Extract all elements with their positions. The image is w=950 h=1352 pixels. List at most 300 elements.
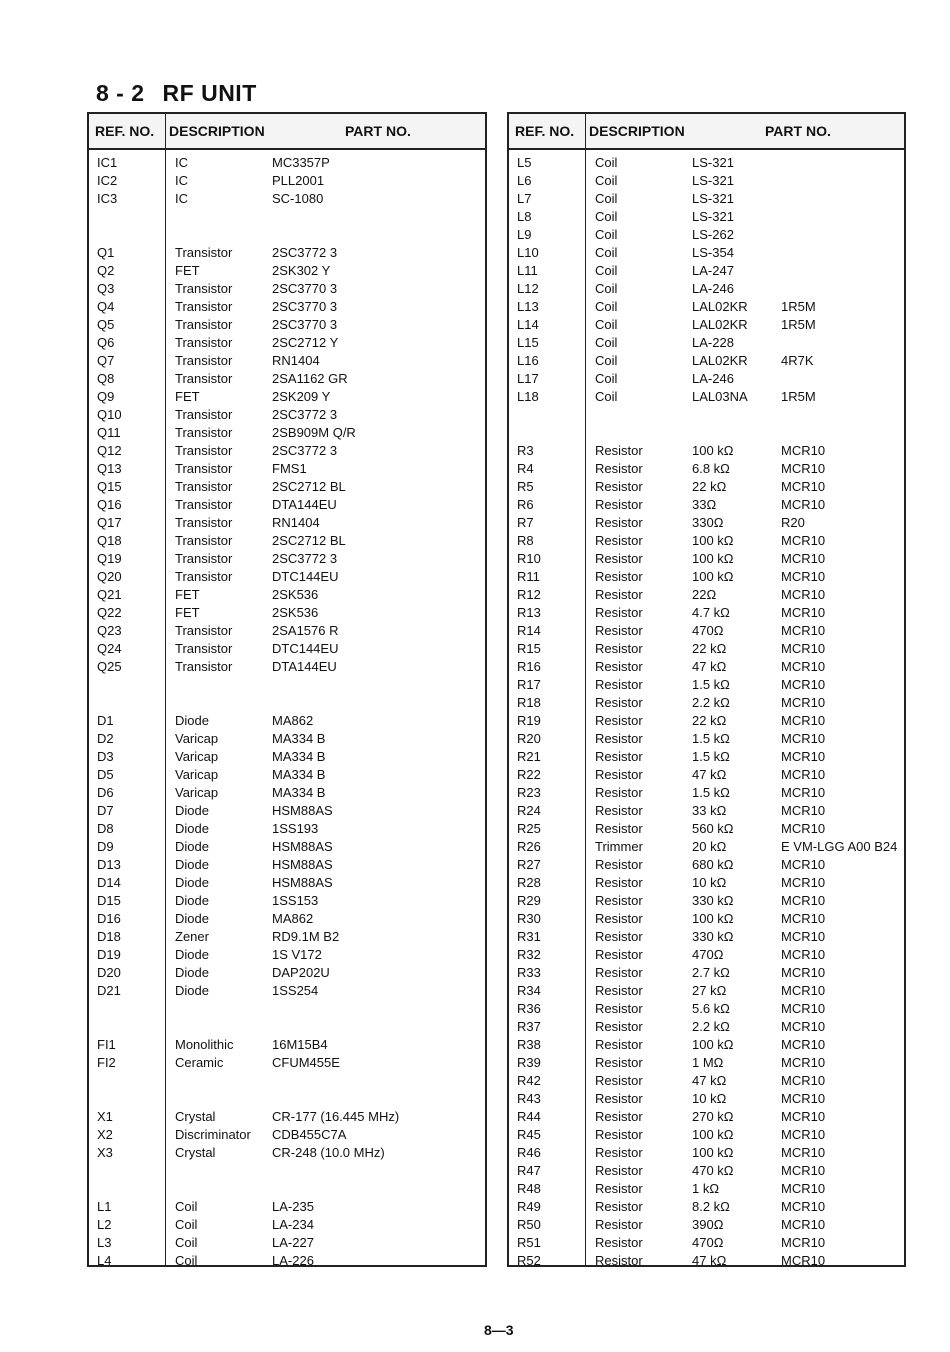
- ref-no-cell: D16: [97, 911, 121, 926]
- ref-no-cell: R50: [517, 1217, 541, 1232]
- part-no-cell: 20 kΩ: [692, 839, 727, 854]
- value-cell: MCR10: [781, 983, 826, 998]
- value-cell: MCR10: [781, 857, 826, 872]
- ref-no-cell: R29: [517, 893, 541, 908]
- ref-no-cell: D19: [97, 947, 121, 962]
- part-no-cell: 33Ω: [692, 497, 717, 512]
- part-no-cell: 270 kΩ: [692, 1109, 734, 1124]
- description-cell: Crystal: [175, 1145, 216, 1160]
- ref-no-cell: R48: [517, 1181, 541, 1196]
- part-no-cell: 470Ω: [692, 1235, 724, 1250]
- table-row: [509, 874, 904, 892]
- description-cell: Diode: [175, 713, 209, 728]
- header-description: DESCRIPTION: [169, 123, 265, 139]
- description-cell: Resistor: [595, 641, 643, 656]
- part-no-cell: MA862: [272, 713, 314, 728]
- table-row: [509, 1036, 904, 1054]
- table-row: [89, 460, 485, 478]
- description-cell: Transistor: [175, 407, 233, 422]
- part-no-cell: 470Ω: [692, 623, 724, 638]
- table-row: [89, 388, 485, 406]
- description-cell: Discriminator: [175, 1127, 251, 1142]
- table-row: [89, 1054, 485, 1072]
- table-row: [89, 190, 485, 208]
- part-no-cell: LA-247: [692, 263, 734, 278]
- value-cell: MCR10: [781, 443, 826, 458]
- parts-table-right: [507, 112, 906, 1267]
- part-no-cell: 2SC3772 3: [272, 245, 338, 260]
- part-no-cell: LA-246: [692, 281, 734, 296]
- table-row: [89, 604, 485, 622]
- table-row: [89, 982, 485, 1000]
- description-cell: Resistor: [595, 497, 643, 512]
- part-no-cell: LA-227: [272, 1235, 314, 1250]
- value-cell: MCR10: [781, 479, 826, 494]
- ref-no-cell: L7: [517, 191, 532, 206]
- part-no-cell: 390Ω: [692, 1217, 724, 1232]
- part-no-cell: 1.5 kΩ: [692, 677, 730, 692]
- value-cell: MCR10: [781, 1181, 826, 1196]
- ref-no-cell: L4: [97, 1253, 112, 1268]
- part-no-cell: CR-177 (16.445 MHz): [272, 1109, 400, 1124]
- description-cell: Coil: [595, 155, 618, 170]
- ref-no-cell: R26: [517, 839, 541, 854]
- part-no-cell: LS-321: [692, 191, 734, 206]
- value-cell: MCR10: [781, 1253, 826, 1268]
- part-no-cell: 2SC3770 3: [272, 299, 338, 314]
- ref-no-cell: R45: [517, 1127, 541, 1142]
- table-row: [89, 748, 485, 766]
- ref-no-cell: IC2: [97, 173, 118, 188]
- table-row: [89, 838, 485, 856]
- ref-no-cell: L18: [517, 389, 539, 404]
- description-cell: Coil: [595, 245, 618, 260]
- value-cell: MCR10: [781, 1073, 826, 1088]
- part-no-cell: RD9.1M B2: [272, 929, 340, 944]
- part-no-cell: 470 kΩ: [692, 1163, 734, 1178]
- description-cell: Resistor: [595, 965, 643, 980]
- description-cell: Transistor: [175, 623, 233, 638]
- header-ref-no: REF. NO.: [95, 123, 155, 139]
- value-cell: MCR10: [781, 1199, 826, 1214]
- table-row: [89, 172, 485, 190]
- part-no-cell: 10 kΩ: [692, 1091, 727, 1106]
- description-cell: Resistor: [595, 1235, 643, 1250]
- description-cell: Resistor: [595, 929, 643, 944]
- part-no-cell: 330 kΩ: [692, 893, 734, 908]
- description-cell: FET: [175, 389, 200, 404]
- table-row: [509, 658, 904, 676]
- ref-no-cell: D21: [97, 983, 121, 998]
- table-row: [509, 730, 904, 748]
- part-no-cell: 100 kΩ: [692, 533, 734, 548]
- value-cell: MCR10: [781, 677, 826, 692]
- value-cell: MCR10: [781, 1019, 826, 1034]
- ref-no-cell: R47: [517, 1163, 541, 1178]
- description-cell: Transistor: [175, 317, 233, 332]
- part-no-cell: 2SC2712 Y: [272, 335, 339, 350]
- description-cell: Monolithic: [175, 1037, 234, 1052]
- table-row: [509, 586, 904, 604]
- description-cell: Coil: [595, 209, 618, 224]
- table-row: [509, 982, 904, 1000]
- description-cell: Resistor: [595, 1073, 643, 1088]
- ref-no-cell: R46: [517, 1145, 541, 1160]
- table-header: [89, 114, 485, 150]
- ref-no-cell: Q19: [97, 551, 122, 566]
- description-cell: Coil: [595, 317, 618, 332]
- description-cell: Transistor: [175, 299, 233, 314]
- ref-no-cell: Q20: [97, 569, 122, 584]
- table-row: [509, 172, 904, 190]
- table-row: [509, 946, 904, 964]
- table-row: [89, 532, 485, 550]
- part-no-cell: 100 kΩ: [692, 551, 734, 566]
- part-no-cell: LS-354: [692, 245, 734, 260]
- part-no-cell: 8.2 kΩ: [692, 1199, 730, 1214]
- part-no-cell: 330 kΩ: [692, 929, 734, 944]
- description-cell: Transistor: [175, 497, 233, 512]
- part-no-cell: CDB455C7A: [272, 1127, 347, 1142]
- description-cell: Resistor: [595, 911, 643, 926]
- ref-no-cell: D8: [97, 821, 114, 836]
- ref-no-cell: R7: [517, 515, 534, 530]
- table-row: [89, 244, 485, 262]
- ref-no-cell: D3: [97, 749, 114, 764]
- ref-no-cell: X2: [97, 1127, 113, 1142]
- ref-no-cell: Q22: [97, 605, 122, 620]
- description-cell: Diode: [175, 857, 209, 872]
- table-row: [89, 550, 485, 568]
- table-row: [89, 352, 485, 370]
- part-no-cell: LS-321: [692, 155, 734, 170]
- part-no-cell: 1SS153: [272, 893, 319, 908]
- description-cell: Coil: [595, 191, 618, 206]
- description-cell: Resistor: [595, 857, 643, 872]
- part-no-cell: 470Ω: [692, 947, 724, 962]
- value-cell: MCR10: [781, 1001, 826, 1016]
- description-cell: Resistor: [595, 731, 643, 746]
- value-cell: MCR10: [781, 713, 826, 728]
- ref-no-cell: D18: [97, 929, 121, 944]
- ref-no-cell: D14: [97, 875, 121, 890]
- table-row: [509, 766, 904, 784]
- ref-no-cell: R10: [517, 551, 541, 566]
- part-no-cell: 560 kΩ: [692, 821, 734, 836]
- ref-no-cell: Q5: [97, 317, 115, 332]
- ref-no-cell: Q13: [97, 461, 122, 476]
- table-row: [89, 586, 485, 604]
- description-cell: Resistor: [595, 983, 643, 998]
- table-row: [89, 856, 485, 874]
- part-no-cell: 680 kΩ: [692, 857, 734, 872]
- description-cell: Resistor: [595, 623, 643, 638]
- part-no-cell: RN1404: [272, 515, 320, 530]
- part-no-cell: DTC144EU: [272, 641, 339, 656]
- ref-no-cell: D2: [97, 731, 114, 746]
- description-cell: Coil: [595, 371, 618, 386]
- part-no-cell: 22 kΩ: [692, 641, 727, 656]
- ref-no-cell: X3: [97, 1145, 113, 1160]
- part-no-cell: 1SS193: [272, 821, 319, 836]
- table-row: [89, 514, 485, 532]
- table-row: [509, 352, 904, 370]
- section-name: RF UNIT: [162, 80, 257, 106]
- part-no-cell: LS-321: [692, 173, 734, 188]
- value-cell: MCR10: [781, 731, 826, 746]
- description-cell: Resistor: [595, 587, 643, 602]
- description-cell: Resistor: [595, 1199, 643, 1214]
- ref-no-cell: D20: [97, 965, 121, 980]
- part-no-cell: 2SK302 Y: [272, 263, 331, 278]
- part-no-cell: 47 kΩ: [692, 659, 727, 674]
- part-no-cell: LA-226: [272, 1253, 314, 1268]
- part-no-cell: MA334 B: [272, 785, 326, 800]
- ref-no-cell: D1: [97, 713, 114, 728]
- description-cell: Resistor: [595, 605, 643, 620]
- value-cell: MCR10: [781, 605, 826, 620]
- ref-no-cell: L17: [517, 371, 539, 386]
- ref-no-cell: Q21: [97, 587, 122, 602]
- ref-no-cell: L16: [517, 353, 539, 368]
- header-ref-no: REF. NO.: [515, 123, 575, 139]
- part-no-cell: 330Ω: [692, 515, 724, 530]
- page-number: 8—3: [484, 1322, 514, 1338]
- description-cell: Crystal: [175, 1109, 216, 1124]
- part-no-cell: 1.5 kΩ: [692, 749, 730, 764]
- description-cell: Resistor: [595, 947, 643, 962]
- table-row: [509, 1072, 904, 1090]
- value-cell: MCR10: [781, 623, 826, 638]
- table-row: [509, 514, 904, 532]
- description-cell: Coil: [175, 1199, 198, 1214]
- table-row: [509, 460, 904, 478]
- table-row: [89, 1198, 485, 1216]
- part-no-cell: LAL02KR: [692, 317, 748, 332]
- header-part-no: PART NO.: [345, 123, 411, 139]
- table-header: [509, 114, 904, 150]
- value-cell: E VM-LGG A00 B24: [781, 839, 898, 854]
- ref-no-cell: Q6: [97, 335, 115, 350]
- table-row: [509, 568, 904, 586]
- ref-no-cell: D7: [97, 803, 114, 818]
- ref-no-cell: Q18: [97, 533, 122, 548]
- ref-no-cell: L2: [97, 1217, 112, 1232]
- part-no-cell: MA334 B: [272, 731, 326, 746]
- description-cell: Diode: [175, 821, 209, 836]
- description-cell: Coil: [595, 353, 618, 368]
- part-no-cell: 100 kΩ: [692, 1037, 734, 1052]
- description-cell: Resistor: [595, 1163, 643, 1178]
- ref-no-cell: Q15: [97, 479, 122, 494]
- table-row: [509, 334, 904, 352]
- description-cell: Resistor: [595, 1037, 643, 1052]
- part-no-cell: 2.7 kΩ: [692, 965, 730, 980]
- table-row: [89, 280, 485, 298]
- description-cell: Resistor: [595, 803, 643, 818]
- description-cell: Resistor: [595, 1091, 643, 1106]
- ref-no-cell: L10: [517, 245, 539, 260]
- ref-no-cell: R12: [517, 587, 541, 602]
- description-cell: Resistor: [595, 515, 643, 530]
- value-cell: MCR10: [781, 641, 826, 656]
- description-cell: FET: [175, 587, 200, 602]
- table-row: [509, 928, 904, 946]
- description-cell: Resistor: [595, 479, 643, 494]
- ref-no-cell: L9: [517, 227, 532, 242]
- ref-no-cell: R14: [517, 623, 541, 638]
- part-no-cell: 2SC3772 3: [272, 551, 338, 566]
- ref-no-cell: R52: [517, 1253, 541, 1268]
- part-no-cell: 5.6 kΩ: [692, 1001, 730, 1016]
- table-row: [509, 640, 904, 658]
- ref-no-cell: R44: [517, 1109, 541, 1124]
- part-no-cell: DTA144EU: [272, 659, 337, 674]
- part-no-cell: 100 kΩ: [692, 569, 734, 584]
- description-cell: Coil: [595, 227, 618, 242]
- ref-no-cell: Q8: [97, 371, 115, 386]
- part-no-cell: MC3357P: [272, 155, 330, 170]
- table-row: [509, 1144, 904, 1162]
- ref-no-cell: L6: [517, 173, 532, 188]
- description-cell: Resistor: [595, 893, 643, 908]
- part-no-cell: 100 kΩ: [692, 911, 734, 926]
- table-row: [89, 730, 485, 748]
- description-cell: Transistor: [175, 551, 233, 566]
- description-cell: Trimmer: [595, 839, 643, 854]
- table-row: [509, 1018, 904, 1036]
- ref-no-cell: D5: [97, 767, 114, 782]
- table-row: [89, 766, 485, 784]
- table-row: [89, 316, 485, 334]
- table-row: [509, 802, 904, 820]
- table-row: [509, 856, 904, 874]
- description-cell: Diode: [175, 893, 209, 908]
- value-cell: MCR10: [781, 1217, 826, 1232]
- part-no-cell: PLL2001: [272, 173, 325, 188]
- part-no-cell: LAL02KR: [692, 353, 748, 368]
- ref-no-cell: Q11: [97, 425, 121, 440]
- table-row: [509, 496, 904, 514]
- part-no-cell: SC-1080: [272, 191, 324, 206]
- part-no-cell: CR-248 (10.0 MHz): [272, 1145, 385, 1160]
- table-row: [509, 604, 904, 622]
- table-row: [89, 424, 485, 442]
- table-row: [89, 442, 485, 460]
- ref-no-cell: Q4: [97, 299, 115, 314]
- table-row: [89, 1252, 485, 1270]
- part-no-cell: DTA144EU: [272, 497, 337, 512]
- section-number: 8 - 2: [96, 80, 145, 106]
- description-cell: Resistor: [595, 785, 643, 800]
- part-no-cell: 2SC3770 3: [272, 281, 338, 296]
- ref-no-cell: R32: [517, 947, 541, 962]
- part-no-cell: 2SA1576 R: [272, 623, 339, 638]
- description-cell: Transistor: [175, 281, 233, 296]
- part-no-cell: 2SK536: [272, 587, 319, 602]
- ref-no-cell: R21: [517, 749, 541, 764]
- table-row: [509, 532, 904, 550]
- description-cell: Resistor: [595, 749, 643, 764]
- part-no-cell: HSM88AS: [272, 839, 333, 854]
- description-cell: Transistor: [175, 533, 233, 548]
- part-no-cell: 16M15B4: [272, 1037, 328, 1052]
- part-no-cell: 2SC3772 3: [272, 443, 338, 458]
- description-cell: Transistor: [175, 425, 233, 440]
- value-cell: MCR10: [781, 497, 826, 512]
- description-cell: Coil: [595, 299, 618, 314]
- table-row: [509, 1000, 904, 1018]
- table-row: [509, 784, 904, 802]
- table-row: [509, 1126, 904, 1144]
- table-row: [509, 838, 904, 856]
- table-row: [89, 658, 485, 676]
- ref-no-cell: R49: [517, 1199, 541, 1214]
- table-row: [509, 1252, 904, 1270]
- description-cell: Diode: [175, 875, 209, 890]
- table-row: [509, 190, 904, 208]
- part-no-cell: 47 kΩ: [692, 1253, 727, 1268]
- table-row: [89, 622, 485, 640]
- part-no-cell: 2SK536: [272, 605, 319, 620]
- description-cell: Resistor: [595, 1181, 643, 1196]
- part-no-cell: 2SC3770 3: [272, 317, 338, 332]
- table-row: [89, 874, 485, 892]
- table-row: [509, 550, 904, 568]
- table-row: [89, 640, 485, 658]
- description-cell: Coil: [595, 263, 618, 278]
- description-cell: Transistor: [175, 371, 233, 386]
- value-cell: MCR10: [781, 803, 826, 818]
- part-no-cell: 47 kΩ: [692, 1073, 727, 1088]
- part-no-cell: LAL03NA: [692, 389, 748, 404]
- part-no-cell: 100 kΩ: [692, 1145, 734, 1160]
- part-no-cell: HSM88AS: [272, 803, 333, 818]
- description-cell: Resistor: [595, 677, 643, 692]
- table-row: [509, 892, 904, 910]
- ref-no-cell: R23: [517, 785, 541, 800]
- table-row: [89, 1108, 485, 1126]
- description-cell: Diode: [175, 803, 209, 818]
- part-no-cell: HSM88AS: [272, 857, 333, 872]
- part-no-cell: 100 kΩ: [692, 1127, 734, 1142]
- table-row: [509, 694, 904, 712]
- part-no-cell: 2SK209 Y: [272, 389, 331, 404]
- value-cell: MCR10: [781, 1235, 826, 1250]
- value-cell: MCR10: [781, 461, 826, 476]
- part-no-cell: 1S V172: [272, 947, 322, 962]
- part-no-cell: LS-321: [692, 209, 734, 224]
- header-description: DESCRIPTION: [589, 123, 685, 139]
- ref-no-cell: R17: [517, 677, 541, 692]
- table-row: [509, 280, 904, 298]
- table-row: [89, 892, 485, 910]
- ref-no-cell: Q3: [97, 281, 115, 296]
- description-cell: Diode: [175, 983, 209, 998]
- table-row: [509, 1216, 904, 1234]
- part-no-cell: 2SC2712 BL: [272, 479, 346, 494]
- ref-no-cell: R11: [517, 569, 540, 584]
- table-row: [89, 496, 485, 514]
- value-cell: MCR10: [781, 929, 826, 944]
- table-row: [509, 1180, 904, 1198]
- table-row: [89, 964, 485, 982]
- description-cell: Resistor: [595, 443, 643, 458]
- part-no-cell: RN1404: [272, 353, 320, 368]
- description-cell: Transistor: [175, 641, 233, 656]
- value-cell: MCR10: [781, 947, 826, 962]
- description-cell: Coil: [175, 1235, 198, 1250]
